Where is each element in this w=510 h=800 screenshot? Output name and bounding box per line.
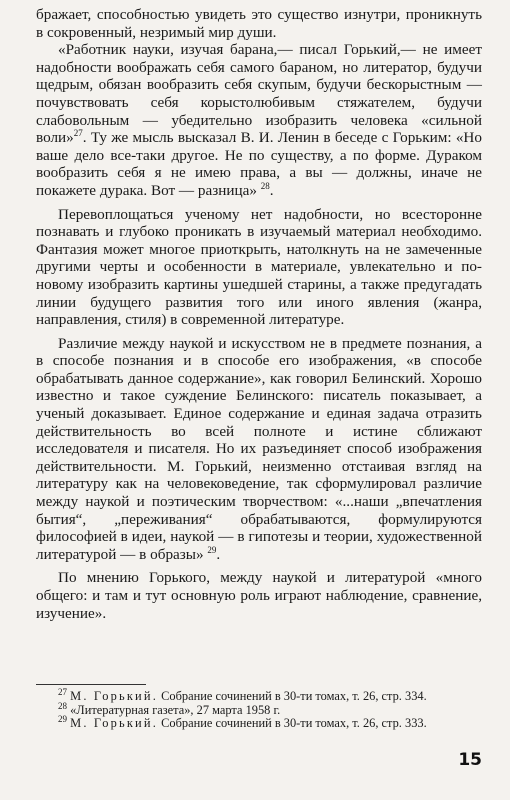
footnote-author: М. Горький. xyxy=(70,716,159,731)
footnote-29 xyxy=(36,714,482,731)
footnote-ref-28: 28 xyxy=(260,180,270,191)
page-body xyxy=(36,6,482,622)
page-number: 15 xyxy=(458,750,482,770)
paragraph-4-text: Различие между наукой и искусством не в предмете познания, а в способе познания и в способе его изображения, «в способе обрабатывать данное содержание», как говорил Белинский. Хорошо известно и такое суждение Белинского: писатель показывает, а ученый доказывает. Единое содержание и единая задача отразить действительность во всей полноте и истине сближают исследователя и писателя. Но их разъединяет способ изображения действительности. М. Горький, неизменно отстаивая взгляд на литературу как на человековедение, так сформулировал различие между наукой и поэтическим творчеством: «...наши „впечатления бытия“, „переживания“ обрабатываются, формулируются философией в идеи, наукой — в гипотезы и теории, художественной литературой — в образы» xyxy=(36,334,482,563)
footnote-text: «Литературная газета», 27 марта 1958 г. xyxy=(70,702,281,717)
paragraph-5-text: По мнению Горького, между наукой и литературой «много общего: и там и тут основную роль играют наблюдение, сравнение, изучение». xyxy=(36,569,482,622)
footnote-author: М. Горький. xyxy=(70,689,159,703)
paragraph-5 xyxy=(36,569,482,622)
paragraph-3-text: Перевоплощаться ученому нет надобности, но всесторонне познавать и глубоко проникать в изучаемый материал необходимо. Фантазия может многое приоткрыть, натолкнуть на не замеченные другими черты и особенности в материале, увлекательно и по-новому изобразить картины ушедшей старины, а также предугадать линии будущего развития того или иного явления (жанра, направления, стиля) в современной литературе. xyxy=(36,205,482,329)
footnote-number: 29 xyxy=(58,714,67,725)
footnote-ref-29: 29 xyxy=(207,544,217,555)
footnote-text: Собрание сочинений в 30-ти томах, т. 26, стр. 333. xyxy=(161,716,427,731)
paragraph-2-text: «Работник науки, изучая барана,— писал Горький,— не имеет надобности воображать себя самого бараном, но литератор, будучи щедрым, обязан вообразить себя скупым, будучи бескорыстным — почувствовать себя корыстолюбивым стяжателем, будучи слабовольным — убедительно изобразить человека «сильной воли» xyxy=(36,41,482,147)
footnote-text: Собрание сочинений в 30-ти томах, т. 26, стр. 334. xyxy=(161,689,427,703)
paragraph-1 xyxy=(36,6,482,41)
footnote-number: 27 xyxy=(58,686,67,697)
footnote-27 xyxy=(36,686,482,704)
paragraph-2-continuation: . Ту же мысль высказал В. И. Ленин в беседе с Горьким: «Но ваше дело все-таки другое. Не по существу, а по форме. Дураком вообразить себя я не имею права, а вы — должны, иначе не покажете дурака. Вот — разница» xyxy=(36,129,482,199)
paragraph-1-text: бражает, способностью увидеть это существо изнутри, проникнуть в сокровенный, незримый мир души. xyxy=(36,6,482,41)
paragraph-2: «Работник науки, изучая барана,— писал Горький,— не имеет надобности воображать себя самого бараном, но литератор, будучи щедрым, обязан вообразить себя скупым, будучи бескорыстным — почувствовать себя корыстолюбивым стяжателем, будучи слабовольным — убедительно изобразить человека «сильной воли»$^{27}$. Ту же мысль высказал В. И. Ленин в беседе с Горьким: «Но ваше дело все-таки другое. Не по существу, а по форме. Дураком вообразить себя я не имею права, а вы — должны, иначе не покажете дурака. Вот — разница» $^{28}$. xyxy=(36,41,482,199)
paragraph-4: Различие между наукой и искусством не в предмете познания, а в способе познания и в способе его изображения, «в способе обрабатывать данное содержание», как говорил Белинский. Хорошо известно и такое суждение Белинского: писатель показывает, а ученый доказывает. Единое содержание и единая задача отразить действительность во всей полноте и истине сближают исследователя и писателя. Но их разъединяет способ изображения действительности. М. Горький, неизменно отстаивая взгляд на литературу как на человековедение, так сформулировал различие между наукой и поэтическим творчеством: «...наши „впечатления бытия“, „переживания“ обрабатываются, формулируются философией в идеи, наукой — в гипотезы и теории, художественной литературой — в образы» $^{29}$. xyxy=(36,334,482,563)
footnote-ref-27: 27 xyxy=(73,128,83,139)
footnotes xyxy=(36,686,482,731)
paragraph-3 xyxy=(36,206,482,329)
footnote-divider xyxy=(36,684,146,685)
footnote-number: 28 xyxy=(58,700,67,711)
